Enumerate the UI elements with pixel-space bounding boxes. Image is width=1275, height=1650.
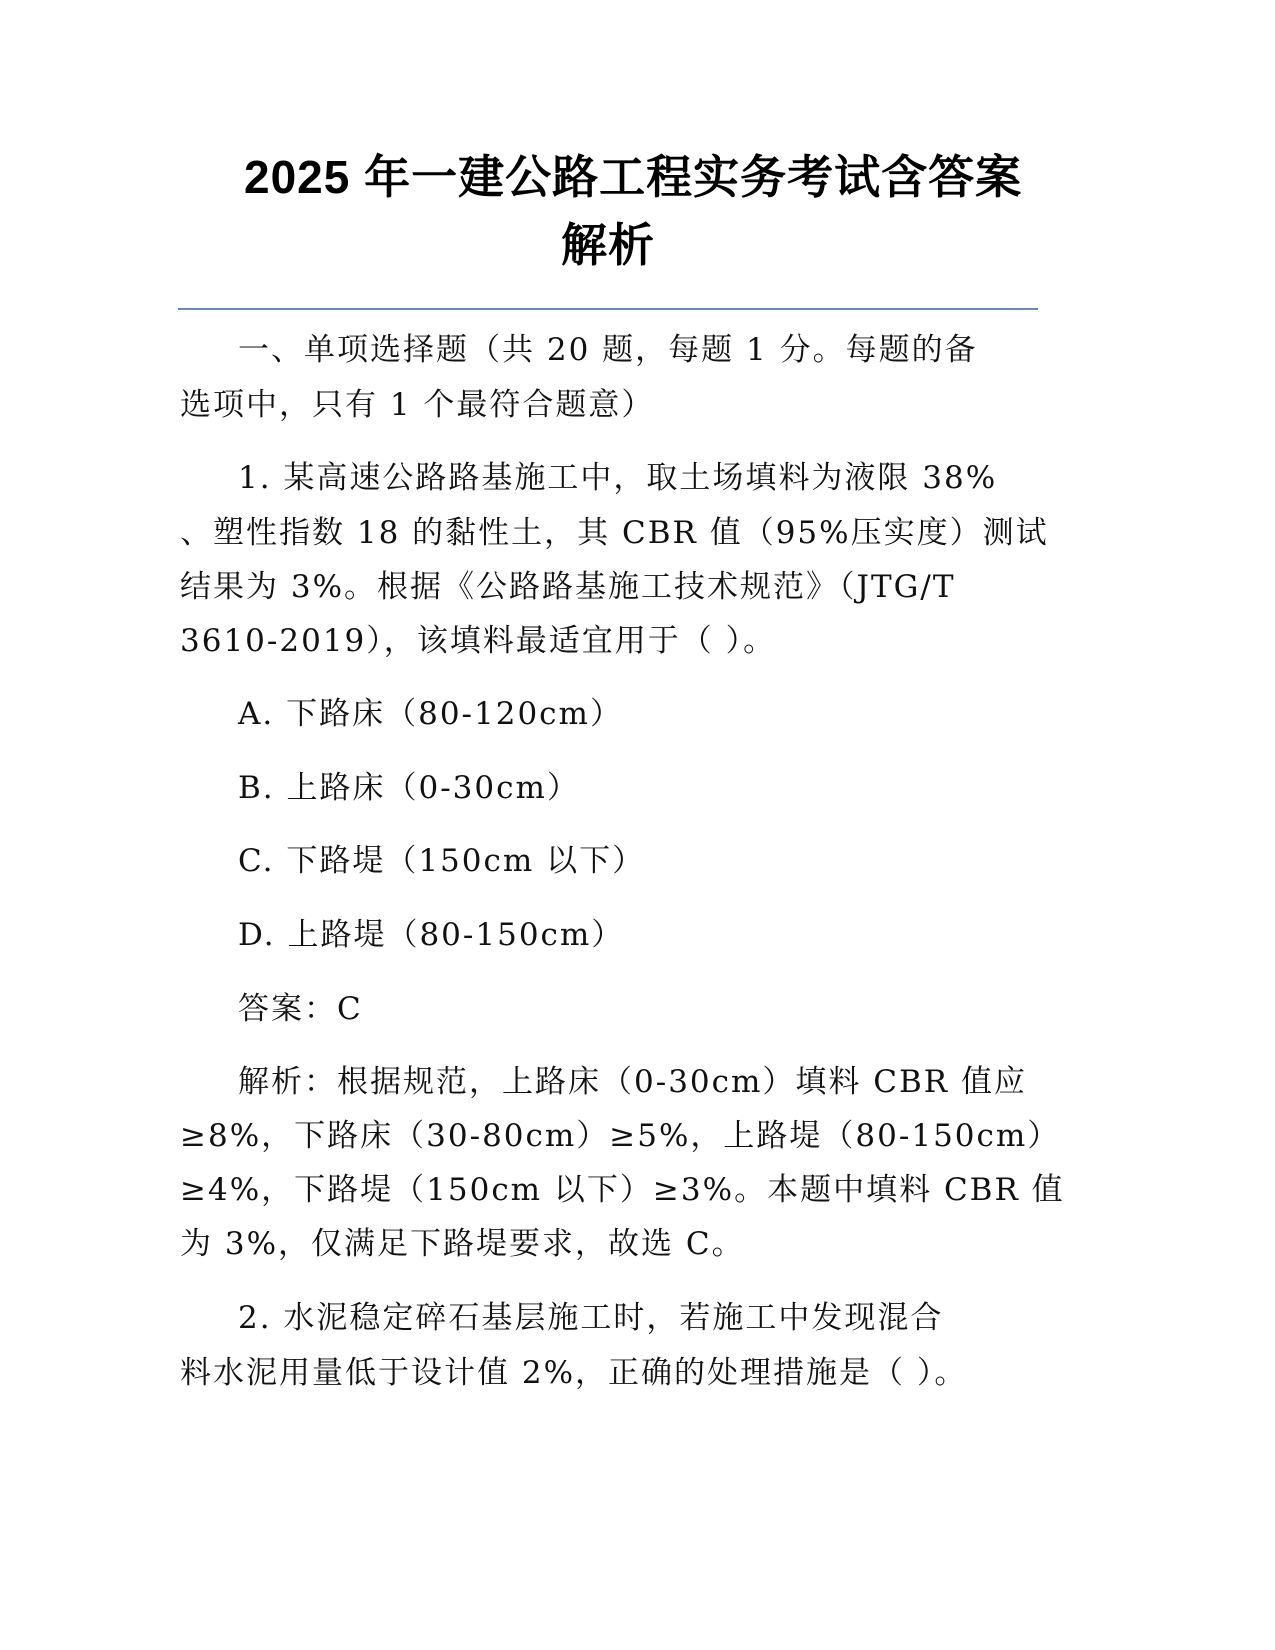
question-1-option-b: B. 上路床（0-30cm） (238, 770, 580, 806)
question-1-stem-line-4: 3610-2019），该填料最适宜用于（ ）。 (180, 623, 777, 659)
question-1-stem-line-3: 结果为 3%。根据《公路路基施工技术规范》（JTG/T (180, 569, 956, 605)
question-2-stem-line-2: 料水泥用量低于设计值 2%，正确的处理措施是（ ）。 (180, 1355, 968, 1391)
question-1-stem-line-2: 、塑性指数 18 的黏性土，其 CBR 值（95%压实度）测试 (180, 515, 1049, 551)
question-1-analysis-line-2: ≥8%，下路床（30-80cm）≥5%，上路堤（80-150cm） (180, 1118, 1061, 1154)
title-divider (178, 308, 1038, 310)
section-heading-line-2: 选项中，只有 1 个最符合题意） (180, 387, 655, 423)
section-heading-line-1: 一、单项选择题（共 20 题，每题 1 分。每题的备 (238, 332, 978, 368)
question-2-stem-line-1: 2. 水泥稳定碎石基层施工时，若施工中发现混合 (238, 1300, 944, 1336)
document-title-line-2: 解析 (561, 219, 655, 271)
question-1-option-d: D. 上路堤（80-150cm） (238, 917, 625, 953)
question-1-stem-line-1: 1. 某高速公路路基施工中，取土场填料为液限 38% (238, 460, 998, 496)
question-1-option-a: A. 下路床（80-120cm） (238, 696, 623, 732)
document-title-line-1: 2025 年一建公路工程实务考试含答案 (244, 151, 1023, 203)
question-1-answer: 答案：C (238, 991, 363, 1027)
question-1-option-c: C. 下路堤（150cm 以下） (238, 843, 646, 879)
question-1-analysis-line-3: ≥4%，下路堤（150cm 以下）≥3%。本题中填料 CBR 值 (180, 1172, 1065, 1208)
question-1-analysis-line-4: 为 3%，仅满足下路堤要求，故选 C。 (180, 1226, 745, 1262)
question-1-analysis-line-1: 解析：根据规范，上路床（0-30cm）填料 CBR 值应 (238, 1064, 1027, 1100)
